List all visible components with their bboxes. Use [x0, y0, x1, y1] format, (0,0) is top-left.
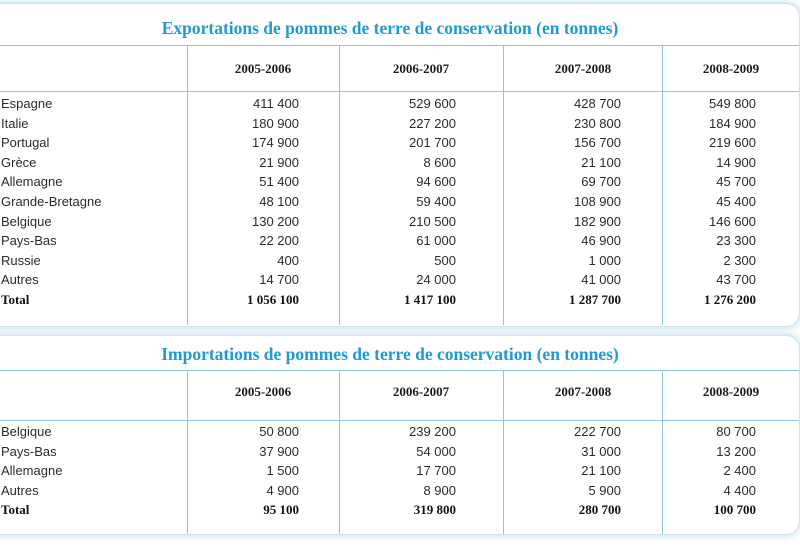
exports-row-label: Belgique [1, 213, 52, 229]
exports-table-cell: 411 400 [252, 96, 299, 111]
exports-table-cell: 61 000 [416, 233, 456, 249]
imports-table-cell: 80 700 [716, 424, 756, 439]
imports-column-header: 2005-2006 [234, 384, 292, 399]
exports-row-label: Portugal [1, 135, 50, 151]
imports-column-header: 2008-2009 [702, 384, 760, 399]
exports-table-cell: 21 100 [581, 154, 621, 170]
exports-table-title: Exportations de pommes de terre de conservation (en tonnes) [161, 18, 619, 38]
exports-row-label: Pays-Bas [1, 233, 57, 249]
exports-total-label: Total [1, 292, 30, 307]
exports-table-cell: 146 600 [709, 213, 756, 229]
imports-total-cell: 100 700 [713, 502, 756, 518]
imports-table-cell: 54 000 [416, 443, 456, 459]
imports-table-cell: 2 400 [723, 463, 756, 479]
imports-table-cell: 5 900 [588, 482, 621, 498]
imports-table-title: Importations de pommes de terre de conservation (en tonnes) [161, 344, 619, 364]
exports-total-cell: 1 287 700 [569, 292, 621, 307]
exports-table-cell: 51 400 [259, 174, 299, 190]
exports-table-panel [0, 3, 800, 327]
exports-table-cell: 1 000 [588, 252, 621, 268]
imports-table-cell: 222 700 [574, 424, 621, 439]
exports-table-cell: 529 600 [409, 96, 456, 111]
imports-title-rule [0, 370, 799, 371]
exports-table-cell: 24 000 [416, 272, 456, 288]
exports-table-cell: 210 500 [409, 213, 456, 229]
exports-table-cell: 428 700 [574, 96, 621, 111]
imports-table-cell: 50 800 [259, 424, 299, 439]
imports-table-cell: 21 100 [581, 463, 621, 479]
exports-column-header: 2007-2008 [554, 61, 612, 76]
imports-total-cell: 280 700 [578, 502, 621, 518]
imports-header-rule [0, 420, 799, 421]
exports-total-cell: 1 417 100 [404, 292, 456, 307]
exports-header-rule [0, 91, 799, 92]
exports-column-header: 2005-2006 [234, 61, 292, 76]
imports-table-cell: 4 400 [723, 482, 756, 498]
exports-row-label: Autres [1, 272, 39, 288]
exports-table-cell: 48 100 [259, 194, 299, 209]
exports-table-cell: 230 800 [574, 115, 621, 131]
exports-table-cell: 227 200 [409, 115, 456, 131]
exports-total-cell: 1 276 200 [704, 292, 756, 307]
exports-table-cell: 41 000 [581, 272, 621, 288]
exports-table-cell: 549 800 [709, 96, 756, 111]
exports-table-cell: 8 600 [423, 154, 456, 170]
exports-table-cell: 180 900 [252, 115, 299, 131]
exports-table-cell: 46 900 [581, 233, 621, 249]
exports-row-label: Allemagne [1, 174, 63, 190]
imports-table-cell: 37 900 [259, 443, 299, 459]
imports-total-cell: 95 100 [263, 502, 299, 518]
imports-table-cell: 31 000 [581, 443, 621, 459]
exports-row-label: Espagne [1, 96, 53, 111]
exports-column-header: 2008-2009 [702, 61, 760, 76]
exports-title-rule [0, 45, 799, 46]
exports-table-cell: 130 200 [252, 213, 299, 229]
exports-table-cell: 184 900 [709, 115, 756, 131]
exports-table-cell: 69 700 [581, 174, 621, 190]
imports-column-header: 2006-2007 [392, 384, 450, 399]
imports-total-cell: 319 800 [413, 502, 456, 518]
exports-table-cell: 94 600 [416, 174, 456, 190]
imports-table-cell: 8 900 [423, 482, 456, 498]
exports-row-label: Grèce [1, 154, 37, 170]
imports-table-cell: 1 500 [266, 463, 299, 479]
imports-row-label: Autres [1, 482, 39, 498]
imports-table-cell: 4 900 [266, 482, 299, 498]
exports-table-cell: 14 900 [716, 154, 756, 170]
exports-table-cell: 174 900 [252, 135, 299, 151]
exports-table-cell: 201 700 [409, 135, 456, 151]
exports-table-cell: 45 400 [716, 194, 756, 209]
exports-row-label: Russie [1, 252, 41, 268]
exports-column-header: 2006-2007 [392, 61, 450, 76]
exports-table-cell: 500 [434, 252, 456, 268]
exports-table-cell: 182 900 [574, 213, 621, 229]
exports-table-cell: 219 600 [709, 135, 756, 151]
imports-row-label: Allemagne [1, 463, 63, 479]
imports-table-panel [0, 335, 800, 535]
exports-table-cell: 156 700 [574, 135, 621, 151]
imports-row-label: Belgique [1, 424, 52, 439]
exports-row-label: Italie [1, 115, 29, 131]
exports-table-cell: 14 700 [259, 272, 299, 288]
imports-table-cell: 13 200 [716, 443, 756, 459]
imports-table-cell: 17 700 [416, 463, 456, 479]
exports-table-cell: 2 300 [723, 252, 756, 268]
exports-table-cell: 22 200 [259, 233, 299, 249]
imports-table-cell: 239 200 [409, 424, 456, 439]
exports-table-cell: 45 700 [716, 174, 756, 190]
exports-table-cell: 59 400 [416, 194, 456, 209]
exports-row-label: Grande-Bretagne [1, 194, 102, 209]
imports-total-label: Total [1, 502, 30, 518]
exports-table-cell: 108 900 [574, 194, 621, 209]
imports-row-label: Pays-Bas [1, 443, 57, 459]
exports-total-cell: 1 056 100 [247, 292, 299, 307]
exports-table-cell: 21 900 [259, 154, 299, 170]
exports-table-cell: 400 [277, 252, 299, 268]
exports-table-cell: 43 700 [716, 272, 756, 288]
imports-column-header: 2007-2008 [554, 384, 612, 399]
exports-table-cell: 23 300 [716, 233, 756, 249]
